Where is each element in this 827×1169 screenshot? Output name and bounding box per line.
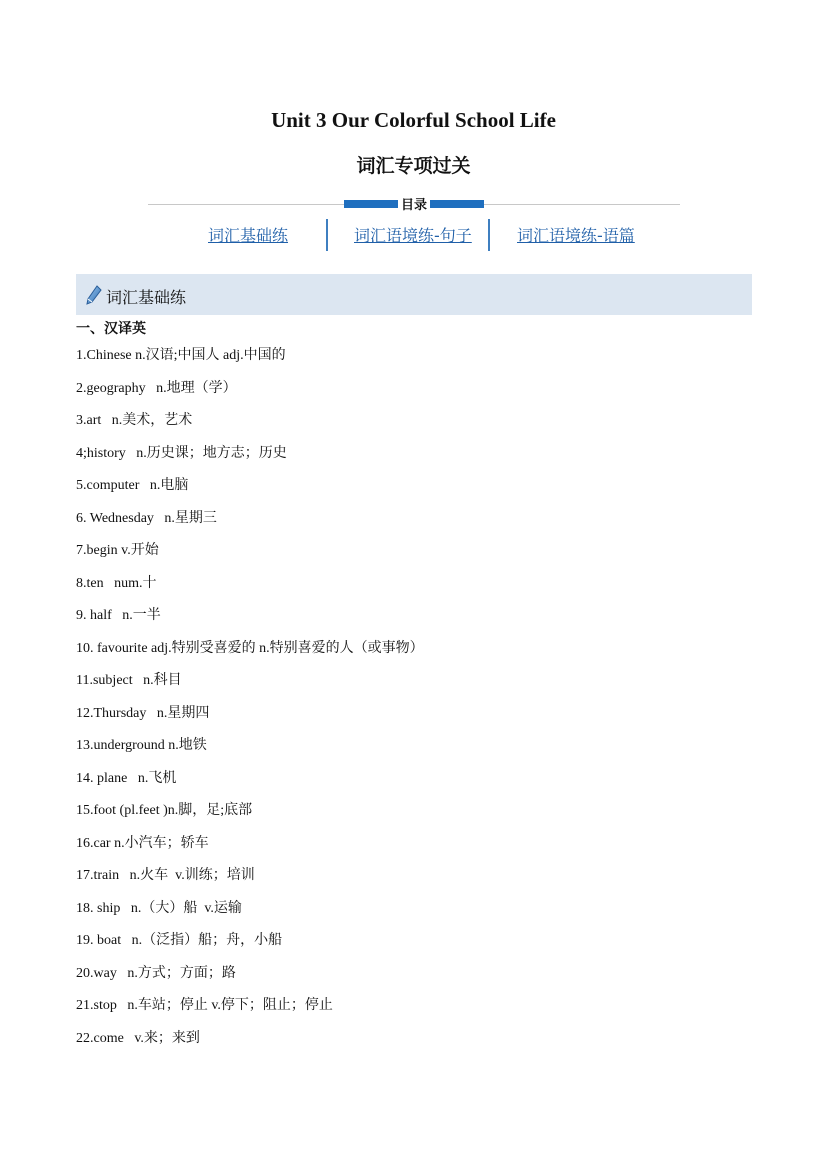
vocab-entry: 12.Thursday n.星期四: [76, 706, 210, 721]
vocab-entry: 13.underground n.地铁: [76, 738, 207, 753]
vocab-entry: 9. half n.一半: [76, 608, 161, 623]
toc-separator: [326, 219, 328, 251]
vocab-entry: 8.ten num.十: [76, 576, 157, 591]
toc-separator: [488, 219, 490, 251]
vocab-entry: 14. plane n.飞机: [76, 771, 177, 786]
vocab-entry: 11.subject n.科目: [76, 673, 182, 688]
section-header: [76, 274, 752, 315]
toc-link-passage[interactable]: 词汇语境练-语篇: [517, 226, 635, 245]
vocab-entry: 10. favourite adj.特别受喜爱的 n.特别喜爱的人（或事物）: [76, 641, 424, 656]
vocab-entry: 4;history n.历史课；地方志；历史: [76, 446, 287, 461]
toc-accent-bar-right: [428, 200, 484, 208]
vocab-entry: 2.geography n.地理（学）: [76, 381, 237, 396]
vocab-entry: 5.computer n.电脑: [76, 478, 189, 493]
vocab-entry: 3.art n.美术，艺术: [76, 413, 193, 428]
vocab-entry: 6. Wednesday n.星期三: [76, 511, 217, 526]
toc-link-sentences[interactable]: 词汇语境练-句子: [354, 226, 472, 245]
document-title: Unit 3 Our Colorful School Life: [271, 108, 556, 132]
section-title: 词汇基础练: [106, 288, 187, 307]
vocab-entry: 1.Chinese n.汉语;中国人 adj.中国的: [76, 348, 286, 363]
vocab-entry: 16.car n.小汽车；轿车: [76, 836, 209, 851]
document-subtitle: 词汇专项过关: [356, 155, 471, 177]
vocab-entry: 18. ship n.（大）船 v.运输: [76, 901, 242, 916]
toc-link-basic[interactable]: 词汇基础练: [208, 226, 289, 245]
toc-label: 目录: [398, 194, 430, 213]
vocab-entry: 7.begin v.开始: [76, 543, 159, 558]
vocab-entry: 22.come v.来；来到: [76, 1031, 200, 1046]
vocab-entry: 20.way n.方式；方面；路: [76, 966, 236, 981]
vocab-entry: 15.foot (pl.feet )n.脚，足;底部: [76, 803, 253, 818]
toc-accent-bar-left: [344, 200, 400, 208]
pencil-icon: [86, 285, 102, 305]
part-heading: 一、汉译英: [76, 321, 146, 337]
vocab-entry: 17.train n.火车 v.训练；培训: [76, 868, 255, 883]
vocab-entry: 21.stop n.车站；停止 v.停下；阻止；停止: [76, 998, 333, 1013]
vocab-entry: 19. boat n.（泛指）船；舟，小船: [76, 933, 283, 948]
